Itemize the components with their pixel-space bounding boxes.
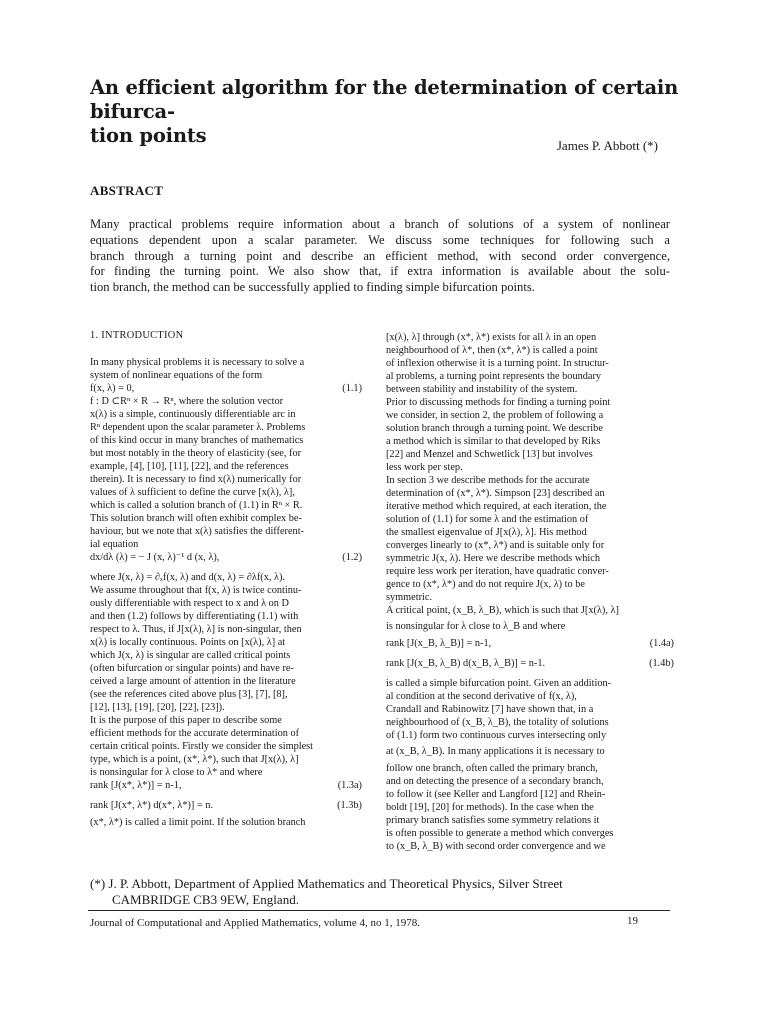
text-line: We assume throughout that f(x, λ) is twice continu-	[90, 585, 302, 596]
equation-number: (1.4a)	[649, 638, 674, 649]
abstract-line: equations dependent upon a scalar parameter. We discuss some techniques for following such a	[90, 232, 670, 247]
text-line: [22] and Menzel and Schwetlick [13] but involves	[386, 449, 593, 460]
text-line: we consider, in section 2, the problem of following a	[386, 410, 604, 421]
text-line: iterative method which required, at each iteration, the	[386, 501, 607, 512]
text-line: respect to λ. Thus, if J[x(λ), λ] is non-singular, then	[90, 624, 302, 635]
equation-text: f(x, λ) = 0,	[90, 383, 135, 394]
text-line: require less work per iteration, have quadratic conver-	[386, 566, 609, 577]
footnote-line: (*) J. P. Abbott, Department of Applied Mathematics and Theoretical Physics, Silver Street	[90, 876, 563, 891]
text-line: ously differentiable with respect to x and λ on D	[90, 598, 289, 609]
text-line: (x*, λ*) is called a limit point. If the solution branch	[90, 817, 306, 828]
text-line: at (x_B, λ_B). In many applications it is necessary to	[386, 746, 605, 757]
text-line: therein). It is necessary to find x(λ) numerically for	[90, 474, 302, 485]
text-line: Crandall and Rabinowitz [7] have shown that, in a	[386, 704, 594, 715]
title-line: tion points	[90, 124, 207, 147]
left-column	[90, 329, 362, 829]
equation-text: rank [J(x*, λ*) d(x*, λ*)] = n.	[90, 800, 214, 811]
footnote	[90, 876, 680, 908]
equation-1-2	[90, 551, 362, 571]
text-line: which J(x, λ) is singular are called critical points	[90, 650, 291, 661]
text-line: and on detecting the presence of a secondary branch,	[386, 776, 604, 787]
text-line: x(λ) is locally continuous. Points on [x(λ), λ] at	[90, 637, 286, 648]
text-line: f : D ⊂Rⁿ × R → Rⁿ, where the solution vector	[90, 396, 284, 407]
text-line: is often possible to generate a method which converges	[386, 828, 614, 839]
equation-1-4a	[386, 637, 674, 657]
equation-number: (1.3b)	[337, 800, 362, 811]
equation-text: rank [J(x_B, λ_B) d(x_B, λ_B)] = n-1.	[386, 658, 546, 669]
text-line: It is the purpose of this paper to describe some	[90, 715, 282, 726]
text-line: of (1.1) form two continuous curves intersecting only	[386, 730, 607, 741]
text-line: [x(λ), λ] through (x*, λ*) exists for all λ in an open	[386, 332, 597, 343]
text-line: is called a simple bifurcation point. Given an addition-	[386, 678, 612, 689]
text-line: (see the references cited above plus [3], [7], [8],	[90, 689, 288, 700]
journal-citation: Journal of Computational and Applied Mathematics, volume 4, no 1, 1978.	[90, 917, 420, 929]
text-line: certain critical points. Firstly we consider the simplest	[90, 741, 314, 752]
text-line: example, [4], [10], [11], [22], and the references	[90, 461, 289, 472]
equation-1-3a	[90, 779, 362, 799]
equation-number: (1.4b)	[649, 658, 674, 669]
text-line: This solution branch will often exhibit complex be-	[90, 513, 302, 524]
text-line: between stability and instability of the system.	[386, 384, 578, 395]
abstract-line: branch through a turning point and describe an efficient method, with second order convergence,	[90, 248, 670, 263]
text-line: (often bifurcation or singular points) and have re-	[90, 663, 294, 674]
text-line: and then (1.2) follows by differentiating (1.1) with	[90, 611, 299, 622]
text-line: neighbourhood of λ*, then (x*, λ*) is called a point	[386, 345, 598, 356]
text-line: the smallest eigenvalue of J[x(λ), λ]. His method	[386, 527, 587, 538]
text-line: follow one branch, often called the primary branch,	[386, 763, 598, 774]
equation-1-1	[90, 382, 362, 395]
text-line: where J(x, λ) = ∂ₓf(x, λ) and d(x, λ) = ∂λf(x, λ).	[90, 572, 285, 583]
text-line: solution of (1.1) for some λ and the estimation of	[386, 514, 589, 525]
section-heading: 1. INTRODUCTION	[90, 330, 184, 341]
footer-rule	[88, 910, 670, 911]
text-line: ceived a large amount of attention in the literature	[90, 676, 296, 687]
text-line: to follow it (see Keller and Langford [12] and Rhein-	[386, 789, 606, 800]
abstract-heading: ABSTRACT	[90, 183, 164, 198]
text-line: ial equation	[90, 539, 139, 550]
text-line: Rⁿ dependent upon the scalar parameter λ. Problems	[90, 422, 306, 433]
text-line: but most notably in the theory of elasticity (see, for	[90, 448, 302, 459]
equation-1-4b	[386, 657, 674, 677]
text-line: a method which is similar to that developed by Riks	[386, 436, 601, 447]
text-line: is nonsingular for λ close to λ* and where	[90, 767, 263, 778]
abstract-line: tion branch, the method can be successfully applied to finding simple bifurcation points.	[90, 280, 535, 295]
text-line: al condition at the second derivative of f(x, λ),	[386, 691, 577, 702]
text-line: symmetric.	[386, 592, 433, 603]
text-line: Prior to discussing methods for finding a turning point	[386, 397, 611, 408]
text-line: symmetric J(x, λ). Here we describe methods which	[386, 553, 601, 564]
author-name: James P. Abbott (*)	[556, 138, 658, 153]
text-line: solution branch through a turning point. We describe	[386, 423, 603, 434]
text-line: less work per step.	[386, 462, 463, 473]
text-line: neighbourhood of (x_B, λ_B), the totality of solutions	[386, 717, 609, 728]
equation-number: (1.2)	[342, 552, 362, 563]
equation-number: (1.1)	[342, 383, 362, 394]
text-line: x(λ) is a simple, continuously differentiable arc in	[90, 409, 296, 420]
equation-text: rank [J(x*, λ*)] = n-1,	[90, 780, 182, 791]
text-line: to (x_B, λ_B) with second order convergence and we	[386, 841, 606, 852]
abstract-line: for finding the turning point. We also show that, if extra information is available about the solu-	[90, 264, 670, 279]
equation-text: rank [J(x_B, λ_B)] = n-1,	[386, 638, 492, 649]
text-line: haviour, but we note that x(λ) satisfies the different-	[90, 526, 304, 537]
right-column	[386, 331, 674, 853]
text-line: determination of (x*, λ*). Simpson [23] described an	[386, 488, 605, 499]
text-line: is nonsingular for λ close to λ_B and where	[386, 621, 566, 632]
text-line: converges linearly to (x*, λ*) and is suitable only for	[386, 540, 605, 551]
text-line: type, which is a point, (x*, λ*), such that J[x(λ), λ]	[90, 754, 299, 765]
text-line: which is called a solution branch of (1.1) in Rⁿ × R.	[90, 500, 303, 511]
text-line: In section 3 we describe methods for the accurate	[386, 475, 590, 486]
abstract-body	[90, 217, 670, 296]
text-line: gence to (x*, λ*) and do not require J(x, λ) to be	[386, 579, 585, 590]
text-line: A critical point, (x_B, λ_B), which is such that J[x(λ), λ]	[386, 605, 619, 616]
text-line: values of λ sufficient to define the curve [x(λ), λ],	[90, 487, 295, 498]
text-line: primary branch satisfies some symmetry relations it	[386, 815, 600, 826]
text-line: of inflexion otherwise it is a turning point. In structur-	[386, 358, 609, 369]
text-line: system of nonlinear equations of the form	[90, 370, 263, 381]
text-line: al problems, a turning point represents the boundary	[386, 371, 602, 382]
title-line: An efficient algorithm for the determination of certain bifurca-	[90, 76, 679, 123]
footnote-line: CAMBRIDGE CB3 9EW, England.	[112, 892, 299, 907]
abstract-line: Many practical problems require information about a branch of solutions of a system of nonlinear	[90, 217, 670, 231]
equation-1-3b	[90, 799, 362, 812]
page-number: 19	[627, 915, 638, 927]
equation-number: (1.3a)	[337, 780, 362, 791]
text-line: In many physical problems it is necessary to solve a	[90, 357, 305, 368]
text-line: of this kind occur in many branches of mathematics	[90, 435, 304, 446]
equation-text: dx/dλ (λ) = − J (x, λ)⁻¹ d (x, λ),	[90, 552, 220, 563]
text-line: boldt [19], [20] for methods). In the case when the	[386, 802, 594, 813]
text-line: [12], [13], [19], [20], [22], [23]).	[90, 702, 225, 713]
text-line: efficient methods for the accurate determination of	[90, 728, 300, 739]
